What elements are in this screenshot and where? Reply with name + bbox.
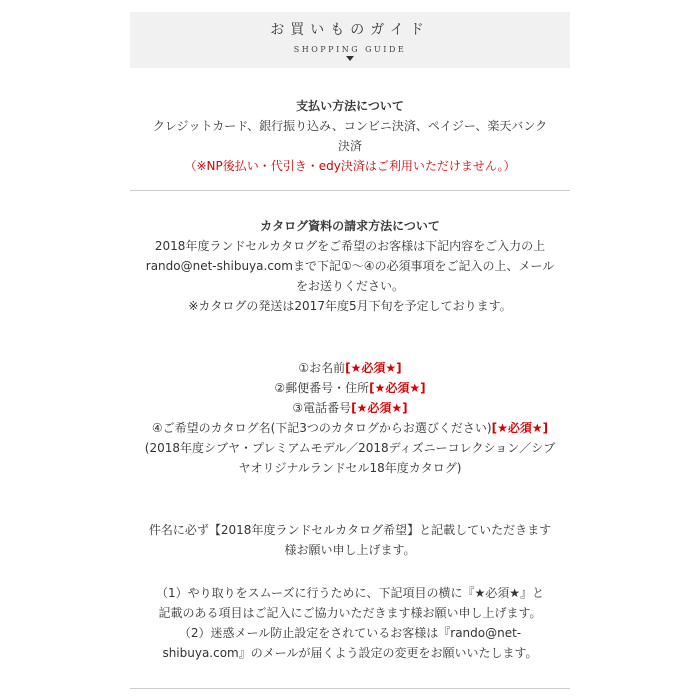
catalog-intro-line: をお送りください。	[295, 279, 404, 293]
payment-methods-line: 決済	[337, 139, 362, 153]
field-label: ①お名前	[298, 361, 346, 375]
payment-title: 支払い方法について	[296, 99, 404, 113]
required-badge: [★必須★]	[345, 361, 402, 375]
payment-methods-line: クレジットカード、銀行振り込み、コンビニ決済、ペイジー、楽天バンク	[152, 119, 548, 133]
payment-note: （※NP後払い・代引き・edy決済はご利用いただけません。）	[184, 159, 516, 173]
required-badge: [★必須★]	[491, 421, 549, 435]
note-line: （1）やり取りをスムーズに行うために、下記項目の横に『★必須★』と	[156, 586, 544, 600]
catalog-intro-line: rando@net-shibuya.comまで下記①～④の必須事項をご記入の上、メール	[145, 259, 555, 273]
guide-subtitle: SHOPPING GUIDE	[293, 45, 407, 54]
catalog-shipping-note: ※カタログの発送は2017年度5月下旬を予定しております。	[188, 299, 512, 313]
field-label: ②郵便番号・住所	[274, 381, 370, 395]
catalog-title: カタログ資料の請求方法について	[260, 219, 440, 233]
catalog-names-line: ヤオリジナルランドセル18年度カタログ)	[238, 461, 462, 475]
catalog-section	[130, 191, 570, 663]
guide-title: お買いものガイド	[270, 22, 430, 38]
required-badge: [★必須★]	[369, 381, 426, 395]
required-field-address	[130, 378, 570, 398]
note-line: （2）迷惑メール防止設定をされているお客様は『rando@net-	[178, 626, 522, 640]
catalog-names-line: (2018年度シブヤ・プレミアムモデル／2018ディズニーコレクション／シブ	[144, 441, 556, 455]
subject-instruction-line: 件名に必ず【2018年度ランドセルカタログ希望】と記載していただきます	[148, 523, 552, 537]
required-field-catalog	[130, 418, 570, 438]
guide-header	[130, 12, 570, 68]
required-badge: [★必須★]	[351, 401, 408, 415]
payment-section	[130, 68, 570, 190]
required-field-name	[130, 358, 570, 378]
field-label: ④ご希望のカタログ名(下記3つのカタログからお選びください)	[151, 421, 492, 435]
note-line: shibuya.com』のメールが届くよう設定の変更をお願いいたします。	[162, 646, 538, 660]
bottom-divider	[130, 688, 570, 689]
shopping-guide	[130, 12, 570, 663]
subject-instruction-line: 様お願い申し上げます。	[284, 543, 416, 557]
catalog-intro-line: 2018年度ランドセルカタログをご希望のお客様は下記内容をご入力の上	[154, 239, 546, 253]
triangle-down-icon	[346, 56, 354, 61]
note-line: 記載のある項目はご記入にご協力いただきます様お願い申し上げます。	[158, 606, 542, 620]
field-label: ③電話番号	[292, 401, 352, 415]
required-field-phone	[130, 398, 570, 418]
